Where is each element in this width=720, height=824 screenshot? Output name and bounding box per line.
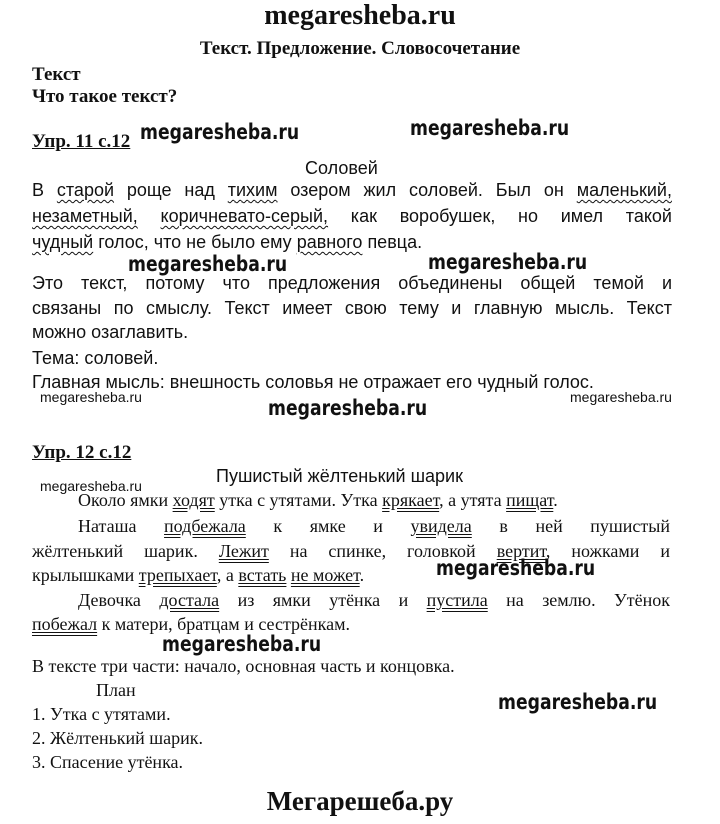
ex11-explanation-line-2: связаны по смыслу. Текст имеет свою тему и главную мысль. Текст (32, 298, 672, 318)
ex12-sentence-2: Наташа подбежала к ямке и увидела в ней пушистый (78, 516, 671, 536)
watermark: megaresheba.ru (410, 116, 570, 140)
ex11-main-idea: Главная мысль: внешность соловья не отражает его чудный голос. (32, 372, 594, 392)
watermark: megaresheba.ru (268, 396, 428, 420)
watermark: megaresheba.ru (570, 389, 672, 405)
watermark: megaresheba.ru (498, 690, 658, 714)
ex11-explanation-line-3: можно озаглавить. (32, 322, 189, 342)
exercise-12-title: Пушистый жёлтенький шарик (216, 466, 463, 486)
exercise-11-label: Упр. 11 с.12 (32, 131, 131, 152)
watermark: megaresheba.ru (128, 252, 288, 276)
site-footer-title: Мегарешеба.ру (266, 786, 454, 816)
exercise-12-label: Упр. 12 с.12 (32, 442, 132, 463)
ex11-theme: Тема: соловей. (32, 348, 159, 368)
watermark: megaresheba.ru (40, 478, 142, 494)
plan-item-1: 1. Утка с утятами. (32, 704, 171, 724)
ex12-sentence-5: Девочка достала из ямки утёнка и пустила на землю. Утёнок (78, 590, 671, 610)
ex12-sentence-6: побежал к матери, братцам и сестрёнкам. (32, 614, 351, 634)
ex12-sentence-4: крылышками трепыхает, а встать не может. (32, 565, 365, 585)
exercise-11-title: Соловей (305, 158, 378, 178)
ex12-sentence-1: Около ямки ходят утка с утятами. Утка крякает, а утята пищат. (78, 490, 558, 510)
ex12-parts: В тексте три части: начало, основная часть и концовка. (32, 656, 455, 676)
ex11-text-line-2: незаметный, коричневато-серый, как воробушек, но имел такой (32, 206, 672, 226)
plan-title: План (96, 680, 136, 700)
page-heading: Текст. Предложение. Словосочетание (199, 38, 521, 59)
ex11-explanation-line-1: Это текст, потому что предложения объединены общей темой и (32, 273, 672, 293)
watermark: megaresheba.ru (40, 389, 142, 405)
section-title: Текст (32, 64, 81, 85)
ex11-text-line-3: чудный голос, что не было ему равного певца. (32, 232, 423, 252)
ex12-sentence-3: жёлтенький шарик. Лежит на спинке, головкой вертит, ножками и (32, 541, 671, 561)
watermark: megaresheba.ru (162, 632, 322, 656)
question-heading: Что такое текст? (32, 86, 178, 107)
watermark: megaresheba.ru (428, 250, 588, 274)
site-title: megaresheba.ru (264, 0, 456, 31)
plan-item-3: 3. Спасение утёнка. (32, 752, 184, 772)
watermark: megaresheba.ru (140, 120, 300, 144)
plan-item-2: 2. Жёлтенький шарик. (32, 728, 204, 748)
ex11-text-line-1: В старой роще над тихим озером жил соловей. Был он маленький, (32, 180, 672, 200)
watermark: megaresheba.ru (436, 556, 596, 580)
